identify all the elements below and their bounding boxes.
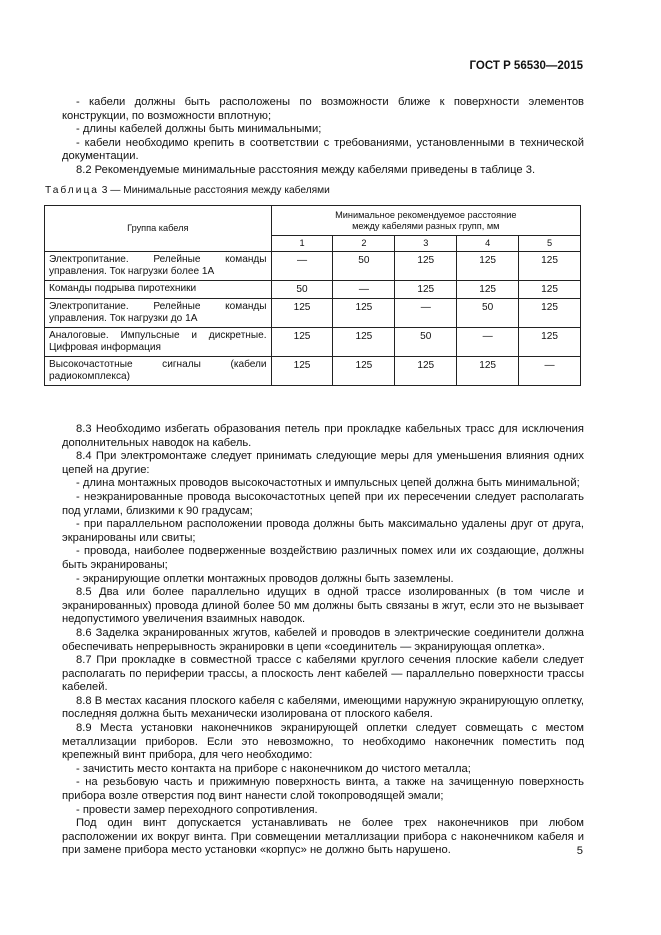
paragraph: - при параллельном расположении провода должны быть максимально удалены друг от друга, экранированы или свиты; bbox=[62, 518, 584, 544]
paragraph: - кабели необходимо крепить в соответствии с требованиями, установленными в технической документации. bbox=[62, 136, 584, 163]
paragraph: - провести замер переходного сопротивления. bbox=[76, 803, 318, 816]
value-cell: 125 bbox=[457, 281, 519, 299]
table-row bbox=[45, 328, 581, 357]
paragraph: - зачистить место контакта на приборе с наконечником до чистого металла; bbox=[76, 762, 471, 775]
table-row bbox=[45, 281, 581, 299]
table-caption bbox=[45, 185, 330, 196]
value-cell: — bbox=[271, 252, 333, 281]
paragraph: 8.2 Рекомендуемые минимальные расстояния между кабелями приведены в таблице 3. bbox=[76, 163, 536, 176]
paragraph: - кабели должны быть расположены по возможности ближе к поверхности элементов конструкции, по возможности вплотную; bbox=[62, 96, 584, 122]
page-number: 5 bbox=[576, 845, 583, 857]
col-header-3: 3 bbox=[395, 236, 457, 252]
distance-header-line: между кабелями разных групп, мм bbox=[352, 220, 500, 231]
table-row bbox=[45, 357, 581, 386]
value-cell: — bbox=[519, 357, 581, 386]
value-cell: 125 bbox=[333, 328, 395, 357]
paragraph: - провода, наиболее подверженные воздействию различных помех или их создающие, должны быть экранированы; bbox=[62, 545, 584, 571]
value-cell: 125 bbox=[395, 252, 457, 281]
value-cell: 125 bbox=[457, 357, 519, 386]
value-cell: 50 bbox=[271, 281, 333, 299]
paragraph: 8.8 В местах касания плоского кабеля с кабелями, имеющими наружную экранирующую оплетку, последняя должна быть механически изолирована от плоского кабеля. bbox=[62, 694, 584, 721]
value-cell: 125 bbox=[519, 299, 581, 328]
value-cell: — bbox=[333, 281, 395, 299]
group-cell: Высокочастотные сигналы (кабели радиокомплекса) bbox=[45, 357, 272, 386]
top-text-block bbox=[62, 96, 584, 178]
paragraph: 8.4 При электромонтаже следует принимать следующие меры для уменьшения влияния одних цепей на другие: bbox=[62, 450, 584, 476]
col-header-4: 4 bbox=[457, 236, 519, 252]
value-cell: 125 bbox=[333, 299, 395, 328]
group-cell: Электропитание. Релейные команды управления. Ток нагрузки до 1А bbox=[45, 299, 272, 328]
paragraph: Под один винт допускается устанавливать не более трех наконечников при любом расположении их вокруг винта. При совмещении металлизации прибора с наконечником кабеля и при замене прибора место установки «корпус» не должно быть нарушено. bbox=[62, 817, 584, 857]
value-cell: 125 bbox=[395, 357, 457, 386]
paragraph: - неэкранированные провода высокочастотных цепей при их пересечении следует располагать под углами, близкими к 90 градусам; bbox=[62, 490, 584, 517]
paragraph: 8.6 Заделка экранированных жгутов, кабелей и проводов в электрические соединители должна обеспечивать непрерывность экранировки в цепи «соединитель — экранирующая оплетка». bbox=[62, 626, 584, 653]
value-cell: 125 bbox=[271, 328, 333, 357]
table-caption-word: Таблица bbox=[45, 185, 99, 196]
paragraph: 8.3 Необходимо избегать образования петель при прокладке кабельных трасс для исключения дополнительных наводок на кабель. bbox=[62, 423, 584, 449]
value-cell: 125 bbox=[271, 357, 333, 386]
paragraph: 8.7 При прокладке в совместной трассе с кабелями круглого сечения плоские кабели следует располагать по периферии трассы, а плоскость лент кабелей — параллельно поверхности трассы кабелей. bbox=[62, 654, 584, 694]
paragraph: 8.5 Два или более параллельно идущих в одной трассе изолированных (в том числе и экранированных) провода длиной более 50 мм должны быть связаны в жгут, если это не вызывает недопустимого увеличения взаимных наводок. bbox=[62, 586, 584, 626]
group-cell: Электропитание. Релейные команды управления. Ток нагрузки более 1А bbox=[45, 252, 272, 281]
cable-distance-table bbox=[44, 205, 581, 386]
group-column-header: Группа кабеля bbox=[45, 206, 272, 252]
value-cell: 50 bbox=[457, 299, 519, 328]
value-cell: 125 bbox=[519, 252, 581, 281]
value-cell: 125 bbox=[395, 281, 457, 299]
group-cell: Аналоговые. Импульсные и дискретные. Цифровая информация bbox=[45, 328, 272, 357]
value-cell: 125 bbox=[271, 299, 333, 328]
distance-column-header bbox=[271, 206, 580, 236]
document-header: ГОСТ Р 56530—2015 bbox=[469, 60, 583, 72]
col-header-2: 2 bbox=[333, 236, 395, 252]
paragraph: - длины кабелей должны быть минимальными; bbox=[76, 123, 322, 136]
value-cell: 50 bbox=[333, 252, 395, 281]
value-cell: 125 bbox=[519, 328, 581, 357]
group-cell: Команды подрыва пиротехники bbox=[45, 281, 272, 299]
value-cell: 50 bbox=[395, 328, 457, 357]
table-row bbox=[45, 252, 581, 281]
value-cell: 125 bbox=[519, 281, 581, 299]
value-cell: — bbox=[457, 328, 519, 357]
paragraph: 8.9 Места установки наконечников экранирующей оплетки следует совмещать с местом металлизации приборов. Если это невозможно, то необходимо наконечник поместить под крепежный винт прибора, для чего необходимо: bbox=[62, 722, 584, 762]
col-header-5: 5 bbox=[519, 236, 581, 252]
table-caption-title: 3 — Минимальные расстояния между кабелями bbox=[101, 185, 330, 196]
bottom-text-block bbox=[62, 423, 584, 858]
table-row bbox=[45, 299, 581, 328]
col-header-1: 1 bbox=[271, 236, 333, 252]
paragraph: - на резьбовую часть и прижимную поверхность винта, а также на зачищенную поверхность прибора возле отверстия под винт нанести слой токопроводящей эмали; bbox=[62, 776, 584, 803]
value-cell: — bbox=[395, 299, 457, 328]
distance-header-line: Минимальное рекомендуемое расстояние bbox=[335, 209, 517, 220]
value-cell: 125 bbox=[333, 357, 395, 386]
paragraph: - длина монтажных проводов высокочастотных и импульсных цепей должна быть минимальной; bbox=[76, 477, 580, 490]
paragraph: - экранирующие оплетки монтажных проводов должны быть заземлены. bbox=[76, 572, 454, 585]
value-cell: 125 bbox=[457, 252, 519, 281]
